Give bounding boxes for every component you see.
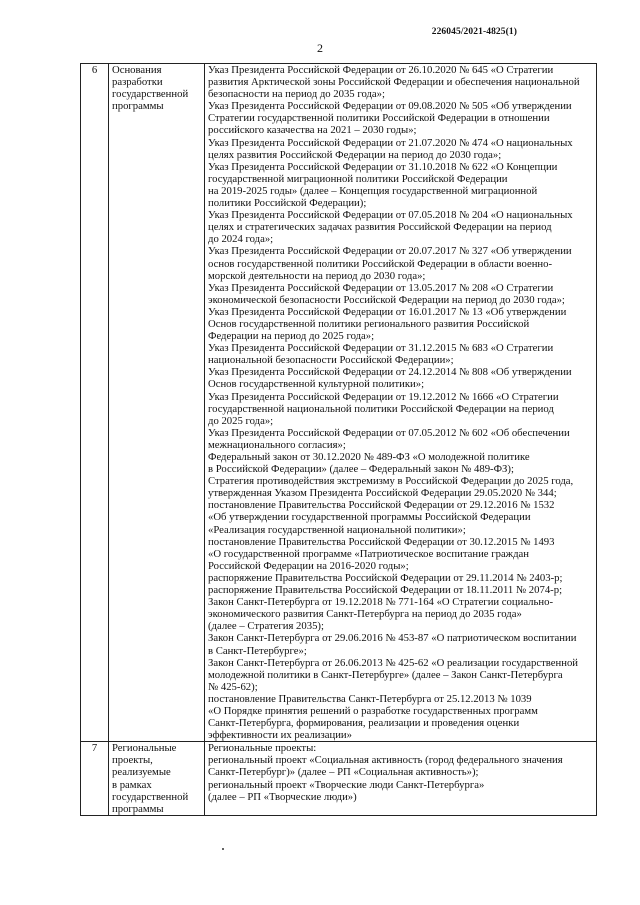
content-line: Санкт-Петербурга, формирования, реализации и проведения оценки bbox=[208, 717, 520, 730]
content-line: основ государственной политики Российской Федерации в области военно- bbox=[208, 257, 553, 270]
content-line: распоряжение Правительства Российской Федерации от 29.11.2014 № 2403-р; bbox=[208, 571, 563, 584]
content-line: целях развития Российской Федерации на период до 2030 года»; bbox=[208, 148, 502, 161]
content-line: (далее – Стратегия 2035); bbox=[208, 620, 324, 633]
content-line: «О государственной программе «Патриотическое воспитание граждан bbox=[208, 547, 529, 560]
content-line: Указ Президента Российской Федерации от 31.12.2015 № 683 «О Стратегии bbox=[208, 342, 554, 355]
row-label bbox=[109, 64, 205, 742]
row-label-line: в рамках bbox=[112, 778, 152, 791]
content-line: Указ Президента Российской Федерации от 26.10.2020 № 645 «О Стратегии bbox=[208, 64, 554, 76]
content-line: развития Арктической зоны Российской Федерации и обеспечения национальной bbox=[208, 76, 580, 89]
content-line: экономического развития Санкт-Петербурга на период до 2035 года» bbox=[208, 608, 522, 621]
row-label-line: государственной bbox=[112, 790, 189, 803]
content-line: Указ Президента Российской Федерации от 16.01.2017 № 13 «Об утверждении bbox=[208, 305, 567, 318]
content-line: Региональные проекты: bbox=[208, 742, 317, 755]
content-line: Стратегии государственной политики Российской Федерации в отношении bbox=[208, 112, 550, 125]
program-passport-table bbox=[80, 63, 597, 816]
content-line: государственной национальной политики Российской Федерации на период bbox=[208, 402, 554, 415]
row-label-line: государственной bbox=[112, 88, 189, 101]
table-row bbox=[81, 64, 597, 742]
content-line: молодежной политики в Санкт-Петербурге» (далее – Закон Санкт-Петербурга bbox=[208, 668, 563, 681]
content-line: на 2019-2025 годы» (далее – Концепция государственной миграционной bbox=[208, 184, 538, 197]
content-line: Указ Президента Российской Федерации от 07.05.2018 № 204 «О национальных bbox=[208, 209, 573, 222]
content-line: утвержденная Указом Президента Российской Федерации 29.05.2020 № 344; bbox=[208, 487, 557, 500]
content-line: Федерации на период до 2025 года»; bbox=[208, 330, 375, 343]
content-line: № 425-62); bbox=[208, 680, 258, 693]
page-number: 2 bbox=[317, 41, 323, 55]
row-content bbox=[205, 742, 597, 816]
row-label-line: программы bbox=[112, 100, 164, 113]
content-line: Указ Президента Российской Федерации от 31.10.2018 № 622 «О Концепции bbox=[208, 160, 558, 173]
content-line: Указ Президента Российской Федерации от 07.05.2012 № 602 «Об обеспечении bbox=[208, 426, 570, 439]
content-line: Федеральный закон от 30.12.2020 № 489-ФЗ «О молодежной политике bbox=[208, 451, 530, 463]
row-content bbox=[205, 64, 597, 742]
content-line: Основ государственной культурной политики»; bbox=[208, 378, 425, 391]
content-line: государственной миграционной политики Российской Федерации bbox=[208, 172, 508, 185]
content-line: (далее – РП «Творческие люди») bbox=[208, 790, 357, 803]
content-line: российского казачества на 2021 – 2030 годы»; bbox=[208, 124, 417, 137]
content-line: Указ Президента Российской Федерации от 24.12.2014 № 808 «Об утверждении bbox=[208, 366, 572, 379]
content-line: «Об утверждении государственной программы Российской Федерации bbox=[208, 511, 531, 524]
content-line: эффективности их реализации» bbox=[208, 729, 352, 742]
content-line: постановление Правительства Российской Федерации от 29.12.2016 № 1532 bbox=[208, 499, 555, 512]
content-line: межнационального согласия»; bbox=[208, 438, 346, 451]
document-registration-number: 226045/2021-4825(1) bbox=[431, 27, 517, 37]
content-line: региональный проект «Творческие люди Санкт-Петербурга» bbox=[208, 778, 485, 791]
content-line: Закон Санкт-Петербурга от 19.12.2018 № 771-164 «О Стратегии социально- bbox=[208, 596, 553, 609]
content-line: постановление Правительства Российской Федерации от 30.12.2015 № 1493 bbox=[208, 535, 555, 548]
content-line: Указ Президента Российской Федерации от 21.07.2020 № 474 «О национальных bbox=[208, 136, 573, 149]
table-body bbox=[81, 64, 597, 816]
content-line: до 2024 года»; bbox=[208, 233, 274, 246]
content-line: Закон Санкт-Петербурга от 29.06.2016 № 453-87 «О патриотическом воспитании bbox=[208, 632, 577, 645]
content-line: Указ Президента Российской Федерации от 20.07.2017 № 327 «Об утверждении bbox=[208, 245, 572, 258]
content-line: «Реализация государственной национальной политики»; bbox=[208, 523, 466, 536]
content-line: целях и стратегических задачах развития Российской Федерации на период bbox=[208, 221, 552, 234]
content-line: Санкт-Петербург)» (далее – РП «Социальная активность»); bbox=[208, 766, 479, 779]
content-line: Указ Президента Российской Федерации от 19.12.2012 № 1666 «О Стратегии bbox=[208, 390, 559, 403]
content-line: Указ Президента Российской Федерации от 09.08.2020 № 505 «Об утверждении bbox=[208, 100, 572, 113]
scan-speck bbox=[222, 848, 224, 850]
table-row bbox=[81, 742, 597, 816]
content-line: Указ Президента Российской Федерации от 13.05.2017 № 208 «О Стратегии bbox=[208, 281, 554, 294]
row-number: 6 bbox=[81, 64, 109, 742]
content-line: экономической безопасности Российской Федерации на период до 2030 года»; bbox=[208, 293, 565, 306]
content-line: безопасности на период до 2035 года»; bbox=[208, 88, 385, 101]
content-line: Стратегия противодействия экстремизму в Российской Федерации до 2025 года, bbox=[208, 475, 574, 488]
content-line: «О Порядке принятия решений о разработке государственных программ bbox=[208, 704, 538, 717]
content-line: политики Российской Федерации); bbox=[208, 197, 367, 210]
content-line: региональный проект «Социальная активность (город федерального значения bbox=[208, 754, 563, 767]
row-label-line: проекты, bbox=[112, 754, 153, 767]
content-line: в Российской Федерации» (далее – Федеральный закон № 489-ФЗ); bbox=[208, 463, 514, 476]
row-label-line: программы bbox=[112, 802, 164, 815]
row-label-line: Региональные bbox=[112, 742, 177, 755]
content-line: распоряжение Правительства Российской Федерации от 18.11.2011 № 2074-р; bbox=[208, 584, 563, 597]
content-line: постановление Правительства Санкт-Петербурга от 25.12.2013 № 1039 bbox=[208, 692, 532, 705]
content-line: Основ государственной политики регионального развития Российской bbox=[208, 317, 530, 330]
content-line: морской деятельности на период до 2030 года»; bbox=[208, 269, 426, 282]
row-label-line: Основания bbox=[112, 64, 162, 76]
content-line: национальной безопасности Российской Федерации»; bbox=[208, 354, 454, 367]
row-label-line: разработки bbox=[112, 76, 163, 89]
row-label-line: реализуемые bbox=[112, 766, 171, 779]
content-line: в Санкт-Петербурге»; bbox=[208, 644, 307, 657]
content-line: Закон Санкт-Петербурга от 26.06.2013 № 425-62 «О реализации государственной bbox=[208, 656, 579, 669]
row-number: 7 bbox=[81, 742, 109, 816]
content-line: Российской Федерации на 2016-2020 годы»; bbox=[208, 559, 409, 572]
content-line: до 2025 года»; bbox=[208, 414, 274, 427]
row-label bbox=[109, 742, 205, 816]
